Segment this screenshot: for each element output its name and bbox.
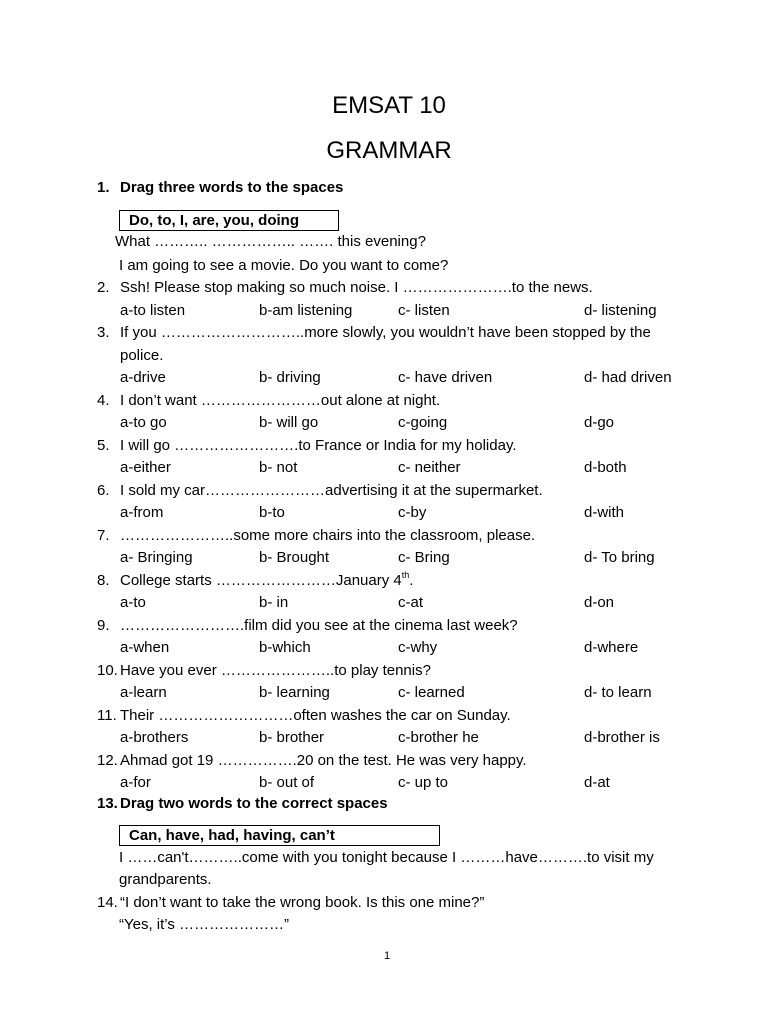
answer-option[interactable]: c- neither xyxy=(398,459,461,476)
answer-option[interactable]: a-when xyxy=(120,639,170,656)
answer-option[interactable]: c-going xyxy=(398,414,448,431)
question-text: If you ………………………..more slowly, you wouldn’t have been stopped by the xyxy=(120,324,651,341)
ordinal-suffix: th xyxy=(401,569,410,580)
question-text-end: . xyxy=(409,571,414,589)
answer-option[interactable]: d-on xyxy=(584,594,615,611)
answer-option[interactable]: d-go xyxy=(584,414,615,431)
answer-option[interactable]: b- not xyxy=(259,459,298,476)
q1-instruction: Drag three words to the spaces xyxy=(120,179,344,196)
answer-option[interactable]: c-by xyxy=(398,504,427,521)
question-number: 2. xyxy=(97,279,110,296)
answer-option[interactable]: b- out of xyxy=(259,774,315,791)
q1-number: 1. xyxy=(97,179,110,196)
question-text: Have you ever …………………..to play tennis? xyxy=(120,661,431,679)
answer-option[interactable]: a-to xyxy=(120,594,146,611)
q14-line2: “Yes, it’s …………………” xyxy=(119,916,290,933)
question-number: 4. xyxy=(97,391,110,409)
answer-option[interactable]: b- will go xyxy=(259,414,319,431)
answer-option[interactable]: c- up to xyxy=(398,774,449,791)
answer-option[interactable]: d- To bring xyxy=(584,549,655,566)
answer-option[interactable]: b-to xyxy=(259,504,285,521)
page-number: 1 xyxy=(384,950,391,962)
question-text: I will go …………………….to France or India for my holiday. xyxy=(120,436,517,454)
answer-option[interactable]: a-for xyxy=(120,774,151,791)
q13-word-bank-text: Can, have, had, having, can’t xyxy=(129,827,335,844)
answer-option[interactable]: d- had driven xyxy=(584,369,672,386)
question-text: I sold my car……………………advertising it at the supermarket. xyxy=(120,481,543,499)
answer-option[interactable]: d-where xyxy=(584,639,639,656)
question-number: 8. xyxy=(97,571,110,589)
answer-option[interactable]: b-am listening xyxy=(259,301,353,319)
answer-option[interactable]: d-brother is xyxy=(584,729,660,746)
question-number: 10. xyxy=(97,661,118,679)
answer-option[interactable]: a-to go xyxy=(120,414,167,431)
page-subtitle: GRAMMAR xyxy=(326,137,452,164)
answer-option[interactable]: d-with xyxy=(584,504,625,521)
q1-word-bank-text: Do, to, I, are, you, doing xyxy=(129,212,300,229)
answer-option[interactable]: a- Bringing xyxy=(120,549,193,566)
answer-option[interactable]: c- have driven xyxy=(398,369,493,386)
answer-option[interactable]: c- listen xyxy=(398,301,450,319)
answer-option[interactable]: a-brothers xyxy=(120,729,189,746)
q1-line2: I am going to see a movie. Do you want to come? xyxy=(119,257,449,274)
question-number: 11. xyxy=(97,706,117,724)
answer-option[interactable]: c-brother he xyxy=(398,729,479,746)
answer-option[interactable]: d-both xyxy=(584,459,627,476)
question-number: 9. xyxy=(97,616,110,634)
answer-option[interactable]: a-from xyxy=(120,504,164,521)
answer-option[interactable]: a-learn xyxy=(120,684,167,701)
answer-option[interactable]: b- driving xyxy=(259,369,321,386)
question-number: 7. xyxy=(97,526,110,544)
answer-option[interactable]: d- to learn xyxy=(584,684,652,701)
question-text-continued: police. xyxy=(120,346,164,364)
question-text: Ahmad got 19 …………….20 on the test. He was very happy. xyxy=(120,751,527,769)
q13-word-bank[interactable] xyxy=(119,825,440,846)
q13-number: 13. xyxy=(97,795,118,812)
q13-instruction: Drag two words to the correct spaces xyxy=(120,795,388,812)
answer-option[interactable]: a-either xyxy=(120,459,171,476)
answer-option[interactable]: a-drive xyxy=(120,369,166,386)
answer-option[interactable]: d- listening xyxy=(584,301,657,319)
question-number: 12. xyxy=(97,751,118,769)
question-text: I don’t want ……………………out alone at night. xyxy=(120,391,441,409)
question-number: 5. xyxy=(97,436,110,454)
answer-option[interactable]: c-at xyxy=(398,594,424,611)
q1-word-bank[interactable] xyxy=(119,210,339,231)
q14-line1: “I don’t want to take the wrong book. Is this one mine?” xyxy=(120,894,485,911)
answer-option[interactable]: b- Brought xyxy=(259,549,330,566)
question-number: 6. xyxy=(97,481,110,499)
answer-option[interactable]: d-at xyxy=(584,774,610,791)
q14-number: 14. xyxy=(97,894,118,911)
question-text xyxy=(120,569,414,590)
q1-line1: What ……….. …………….. ……. this evening? xyxy=(115,233,426,250)
question-text: …………………….film did you see at the cinema last week? xyxy=(120,616,518,634)
answer-option[interactable]: c- Bring xyxy=(398,549,450,566)
answer-option[interactable]: b- brother xyxy=(259,729,325,746)
page-title: EMSAT 10 xyxy=(332,92,446,119)
answer-option[interactable]: a-to listen xyxy=(120,301,186,319)
q13-line2: grandparents. xyxy=(119,871,212,888)
answer-option[interactable]: c- learned xyxy=(398,684,465,701)
answer-option[interactable]: c-why xyxy=(398,639,438,656)
q13-line1: I ……can't………..come with you tonight because I ………have……….to visit my xyxy=(119,849,654,866)
answer-option[interactable]: b- learning xyxy=(259,684,330,701)
question-text: Ssh! Please stop making so much noise. I ………………….to the news. xyxy=(120,279,593,296)
question-text: …………………..some more chairs into the classroom, please. xyxy=(120,526,536,544)
answer-option[interactable]: b-which xyxy=(259,639,311,656)
question-text-main: College starts ……………………January 4 xyxy=(120,571,402,589)
question-number: 3. xyxy=(97,324,110,341)
answer-option[interactable]: b- in xyxy=(259,594,289,611)
question-text: Their ………………………often washes the car on Sunday. xyxy=(120,706,511,724)
